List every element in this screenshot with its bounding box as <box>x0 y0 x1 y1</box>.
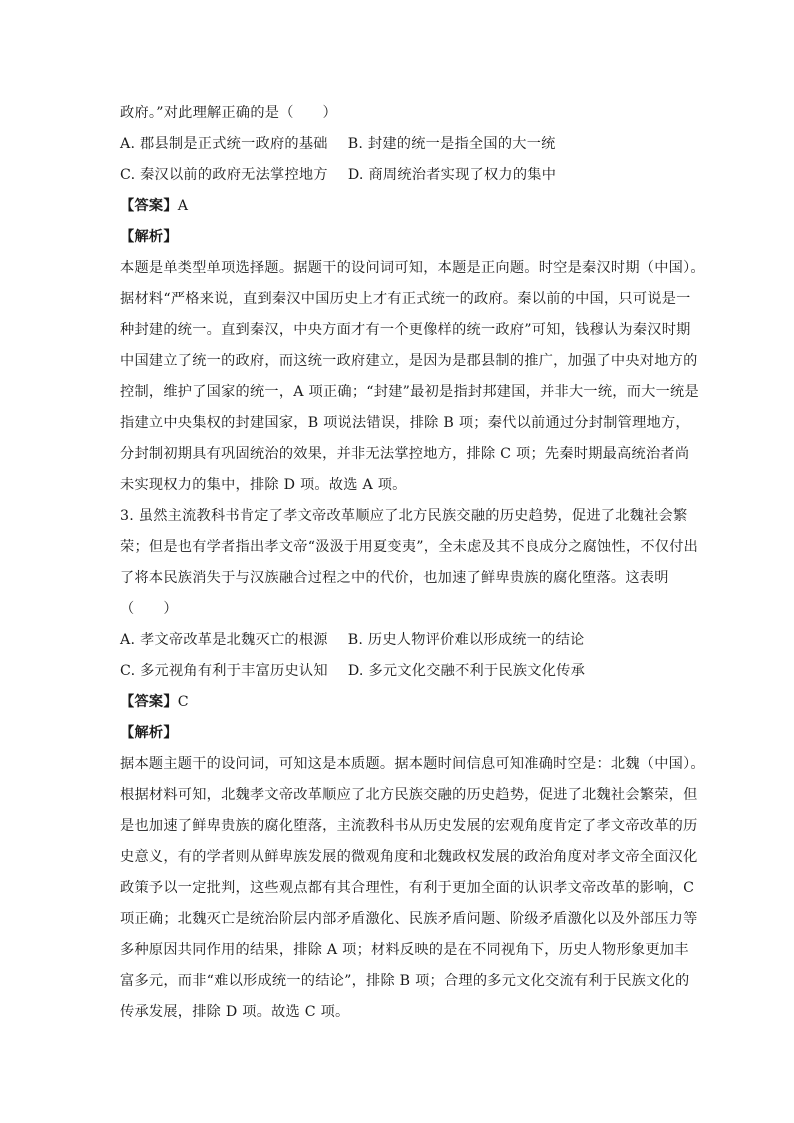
q3-analysis-line: 是也加速了鲜卑贵族的腐化堕落，主流教科书从历史发展的宏观角度肯定了孝文帝改革的历 <box>120 818 698 834</box>
q2-answer <box>120 191 686 222</box>
q3-option-c: C. 多元视角有利于丰富历史认知 <box>120 663 328 679</box>
q2-analysis-line: 中国建立了统一的政府，而这统一政府建立，是因为是郡县制的推广，加强了中央对地方的 <box>120 353 698 369</box>
q2-analysis-label: 【解析】 <box>120 229 178 245</box>
q3-stem <box>120 501 699 625</box>
document-page <box>120 98 705 1028</box>
q3-analysis-label: 【解析】 <box>120 725 178 741</box>
q2-stem-tail: 政府。”对此理解正确的是（ ） <box>120 105 337 121</box>
q2-analysis-line: 指建立中央集权的封建国家，B 项说法错误，排除 B 项；秦代以前通过分封制管理地方， <box>120 415 690 431</box>
q2-analysis-line: 控制，维护了国家的统一，A 项正确；“封建”最初是指封邦建国，并非大一统，而大一统是 <box>120 384 699 400</box>
q3-stem-line: 3. 虽然主流教科书肯定了孝文帝改革顺应了北方民族交融的历史趋势，促进了北魏社会繁 <box>120 508 688 524</box>
q3-analysis-line: 史意义，有的学者则从鲜卑族发展的微观角度和北魏政权发展的政治角度对孝文帝全面汉化 <box>120 849 698 865</box>
q3-stem-line: 荣；但是也有学者指出孝文帝“汲汲于用夏变夷”，全未虑及其不良成分之腐蚀性，不仅付出 <box>120 539 699 555</box>
q3-options-row-1 <box>120 625 686 656</box>
q3-analysis-line: 据本题主题干的设问词，可知这是本质题。据本题时间信息可知准确时空是：北魏（中国）。 <box>120 756 705 772</box>
q3-answer-label: 【答案】 <box>120 694 178 710</box>
q2-option-b: B. 封建的统一是指全国的大一统 <box>347 136 556 152</box>
q2-analysis-line: 分封制初期具有巩固统治的效果，并非无法掌控地方，排除 C 项；先秦时期最高统治者尚 <box>120 446 690 462</box>
q3-option-a: A. 孝文帝改革是北魏灭亡的根源 <box>120 632 328 648</box>
q3-analysis-line: 传承发展，排除 D 项。故选 C 项。 <box>120 1004 350 1020</box>
q3-analysis-line: 富多元，而非“难以形成统一的结论”，排除 B 项；合理的多元文化交流有利于民族文化的 <box>120 973 690 989</box>
q3-analysis-line: 政策予以一定批判，这些观点都有其合理性，有利于更加全面的认识孝文帝改革的影响，C <box>120 880 695 896</box>
q2-answer-label: 【答案】 <box>120 198 178 214</box>
q3-analysis-line: 项正确；北魏灭亡是统治阶层内部矛盾激化、民族矛盾问题、阶级矛盾激化以及外部压力等 <box>120 911 698 927</box>
q3-analysis-line: 多种原因共同作用的结果，排除 A 项；材料反映的是在不同视角下，历史人物形象更加丰 <box>120 942 689 958</box>
q3-stem-line: （ ） <box>120 601 178 617</box>
q3-analysis-line: 根据材料可知，北魏孝文帝改革顺应了北方民族交融的历史趋势，促进了北魏社会繁荣，但 <box>120 787 698 803</box>
q2-analysis-line: 种封建的统一。直到秦汉，中央方面才有一个更像样的统一政府”可知，钱穆认为秦汉时期 <box>120 322 691 338</box>
q2-analysis-line: 本题是单类型单项选择题。据题干的设问词可知，本题是正向题。时空是秦汉时期（中国）。 <box>120 260 705 276</box>
q2-option-c: C. 秦汉以前的政府无法掌控地方 <box>120 167 328 183</box>
q3-stem-line: 了将本民族消失于与汉族融合过程之中的代价，也加速了鲜卑贵族的腐化堕落。这表明 <box>120 570 669 586</box>
q2-answer-value: A <box>177 198 189 214</box>
q3-option-d: D. 多元文化交融不利于民族文化传承 <box>347 663 586 679</box>
q2-option-d: D. 商周统治者实现了权力的集中 <box>347 167 557 183</box>
q2-analysis-line: 据材料“严格来说，直到秦汉中国历史上才有正式统一的政府。秦以前的中国，只可说是一 <box>120 291 691 307</box>
q3-answer-value: C <box>177 694 189 710</box>
q2-analysis-line: 未实现权力的集中，排除 D 项。故选 A 项。 <box>120 477 407 493</box>
q2-option-a: A. 郡县制是正式统一政府的基础 <box>120 136 328 152</box>
q2-options-row-1 <box>120 129 686 160</box>
q2-analysis <box>120 253 705 501</box>
q3-answer <box>120 687 686 718</box>
q2-options-row-2 <box>120 160 686 191</box>
q3-option-b: B. 历史人物评价难以形成统一的结论 <box>347 632 585 648</box>
q3-options-row-2 <box>120 656 686 687</box>
q3-analysis <box>120 749 705 1028</box>
